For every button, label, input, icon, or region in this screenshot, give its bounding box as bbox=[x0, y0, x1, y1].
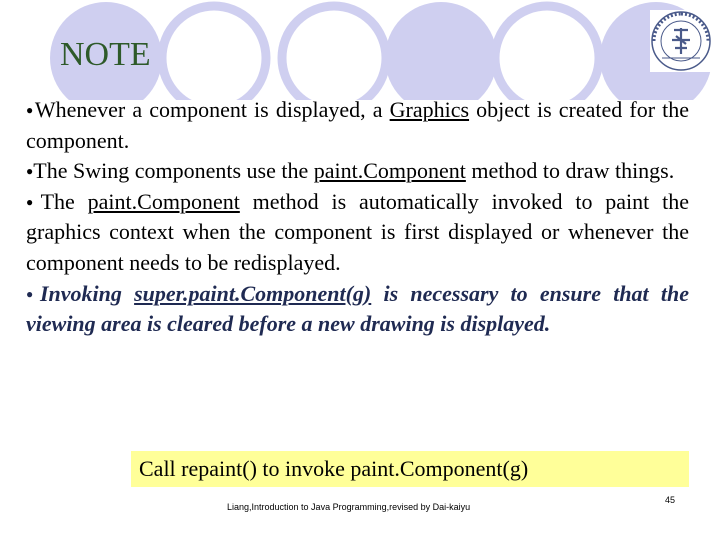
bullet-icon: ● bbox=[26, 286, 40, 301]
body-text bbox=[26, 95, 689, 340]
university-seal-icon bbox=[650, 10, 712, 72]
code-term: Graphics bbox=[389, 97, 470, 122]
callout-box: Call repaint() to invoke paint.Component(g) bbox=[131, 451, 689, 487]
text-segment: The bbox=[40, 188, 88, 214]
bullet-paragraph bbox=[26, 156, 689, 187]
emphasis-paragraph bbox=[26, 279, 689, 340]
code-term: super.paint.Component(g) bbox=[134, 280, 372, 306]
text-segment: object is created for the component. bbox=[26, 97, 689, 153]
bullet-paragraph bbox=[26, 95, 689, 156]
text-segment: is necessary to ensure that the viewing area is cleared before a new drawing is displayed. bbox=[26, 280, 689, 337]
code-term: paint.Component bbox=[87, 188, 240, 214]
footer-credit: Liang,Introduction to Java Programming,revised by Dai-kaiyu bbox=[227, 502, 471, 512]
code-term: paint.Component bbox=[313, 158, 466, 184]
slide-title: NOTE bbox=[60, 36, 151, 73]
bullet-icon: ● bbox=[26, 194, 41, 209]
page-number: 45 bbox=[665, 495, 676, 505]
text-segment: Whenever a component is displayed, a bbox=[34, 97, 390, 122]
text-segment: method to draw things. bbox=[465, 158, 675, 184]
text-segment: Invoking bbox=[39, 280, 135, 306]
text-segment: method is automatically invoked to paint the graphics context when the component is first displayed or whenever the component needs to be redisplayed. bbox=[26, 188, 690, 275]
bullet-icon: ● bbox=[26, 164, 34, 179]
bullet-icon: ● bbox=[26, 103, 35, 117]
bullet-paragraph bbox=[26, 187, 689, 279]
text-segment: The Swing components use the bbox=[33, 158, 314, 184]
